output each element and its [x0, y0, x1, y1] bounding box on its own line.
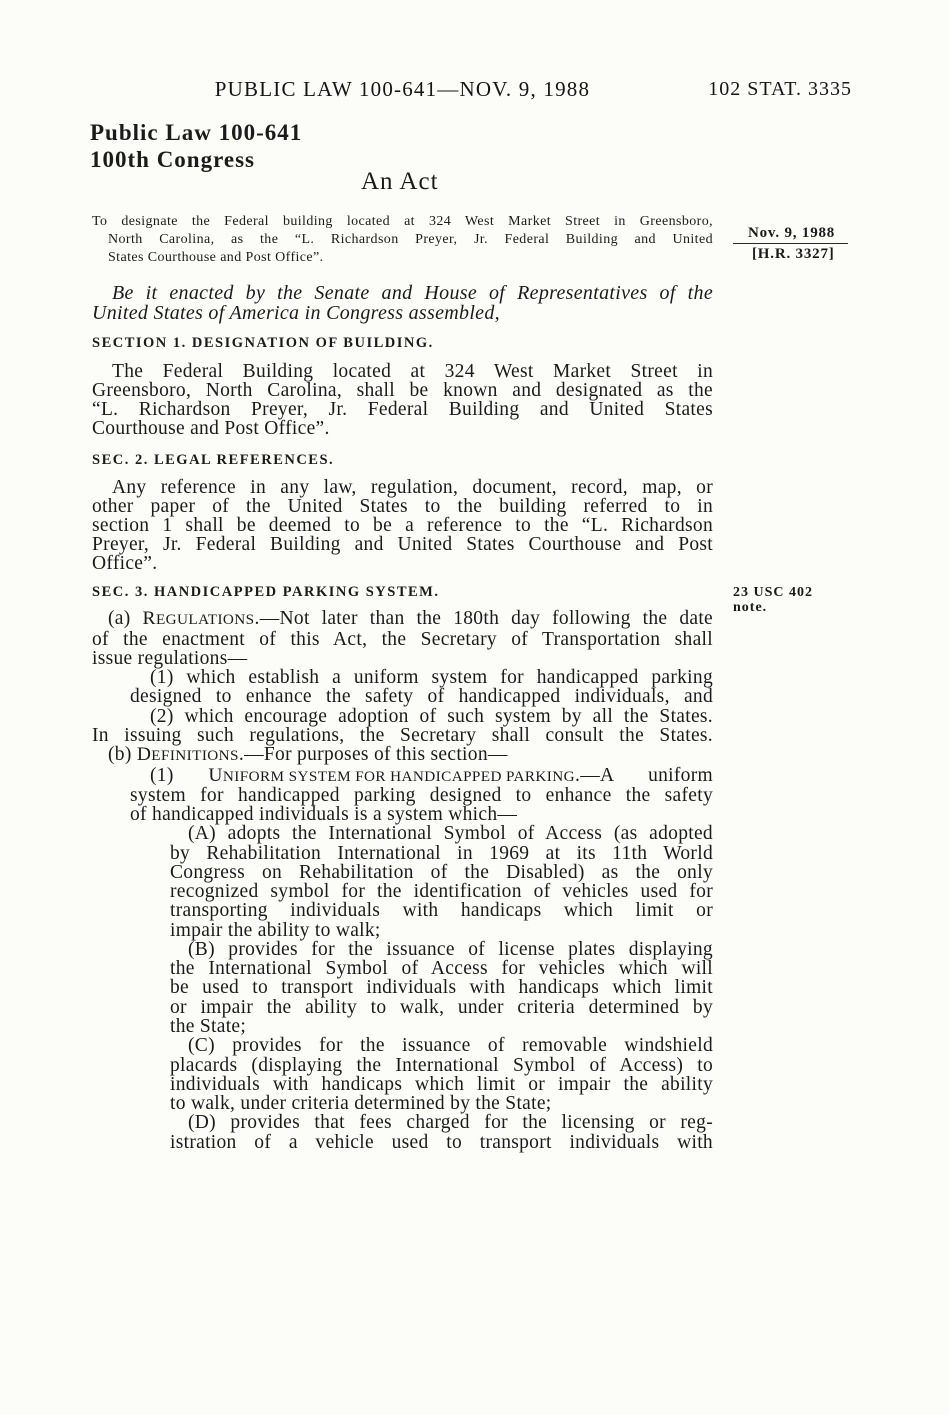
- clause-a-line: transporting individuals with handicaps which limit or: [170, 900, 713, 922]
- act-purpose: [92, 213, 713, 267]
- purpose-line: States Courthouse and Post Office”.: [108, 250, 324, 265]
- section-1-heading: SECTION 1. DESIGNATION OF BUILDING.: [92, 335, 434, 351]
- clause-c-line: individuals with handicaps which limit or impair the ability: [170, 1073, 713, 1095]
- subsection-a-line: of the enactment of this Act, the Secretary of Transportation shall: [92, 628, 713, 650]
- margin-note-rule: [733, 243, 848, 244]
- section-1-line: The Federal Building located at 324 West Market Street in: [112, 360, 713, 382]
- clause-b-line: or impair the ability to walk, under criteria determined by: [170, 996, 713, 1018]
- subsection-b-line: [92, 745, 713, 765]
- subsection-a-text: .—Not later than the 180th day following the date: [254, 608, 714, 630]
- term-regulations: REGULATIONS: [142, 608, 255, 630]
- paragraph-b1-line: of handicapped individuals is a system which—: [130, 804, 518, 826]
- subsection-b-text: .—For purposes of this section—: [238, 744, 508, 766]
- term-uniform-system: UNIFORM SYSTEM FOR HANDICAPPED PARKING: [208, 764, 576, 786]
- paragraph-a1-line: (1) which establish a uniform system for handicapped parking: [150, 667, 713, 689]
- section-1-line: Courthouse and Post Office”.: [92, 417, 330, 439]
- clause-d-line: (D) provides that fees charged for the licensing or reg-: [188, 1112, 713, 1134]
- public-law-number: Public Law 100-641: [90, 120, 303, 145]
- act-title: An Act: [361, 168, 439, 195]
- section-2-heading: SEC. 2. LEGAL REFERENCES.: [92, 452, 335, 468]
- paragraph-a1-line: designed to enhance the safety of handicapped individuals, and: [130, 686, 713, 708]
- section-1-line: Greensboro, North Carolina, shall be known and designated as the: [92, 379, 713, 401]
- section-2-line: other paper of the United States to the building referred to in: [92, 495, 713, 517]
- paragraph-b1-text: .—A uniform: [575, 764, 713, 786]
- enacting-clause-line: United States of America in Congress assembled,: [92, 302, 500, 324]
- section-3-heading: SEC. 3. HANDICAPPED PARKING SYSTEM.: [92, 584, 440, 600]
- clause-b-line: the State;: [170, 1015, 247, 1037]
- enacting-clause: [92, 283, 713, 323]
- clause-a-line: (A) adopts the International Symbol of Access (as adopted: [188, 823, 713, 845]
- section-3-text: [92, 609, 713, 1151]
- clause-a-line: by Rehabilitation International in 1969 at its 11th World: [170, 842, 713, 864]
- clause-b-line: (B) provides for the issuance of license plates displaying: [188, 938, 713, 960]
- enacting-clause-line: Be it enacted by the Senate and House of Representatives of the: [112, 282, 713, 304]
- purpose-line: To designate the Federal building located at 324 West Market Street in Greensboro,: [92, 214, 713, 229]
- clause-a-line: Congress on Rehabilitation of the Disabled) as the only: [170, 861, 713, 883]
- clause-d-line: istration of a vehicle used to transport individuals with: [170, 1131, 713, 1153]
- subsection-a-line: [92, 609, 713, 629]
- section-1-line: “L. Richardson Preyer, Jr. Federal Building and United States: [92, 398, 713, 420]
- section-2-line: section 1 shall be deemed to be a reference to the “L. Richardson: [92, 514, 713, 536]
- usc-reference-note: 23 USC 402: [733, 585, 814, 600]
- congress-label: 100th Congress: [90, 147, 256, 172]
- purpose-line: North Carolina, as the “L. Richardson Preyer, Jr. Federal Building and United: [108, 232, 713, 247]
- term-definitions: DEFINITIONS: [136, 744, 239, 766]
- paragraph-b1-designator: (1): [150, 764, 209, 786]
- clause-b-line: be used to transport individuals with handicaps which limit: [170, 977, 713, 999]
- subsection-a-designator: (a): [108, 608, 143, 630]
- subsection-a-closing-line: In issuing such regulations, the Secretary shall consult the States.: [92, 724, 713, 746]
- paragraph-b1-line: system for handicapped parking designed to enhance the safety: [130, 784, 713, 806]
- clause-b-line: the International Symbol of Access for vehicles which will: [170, 958, 713, 980]
- statutes-page-number: 102 STAT. 3335: [708, 78, 852, 100]
- clause-c-line: to walk, under criteria determined by the State;: [170, 1093, 552, 1115]
- clause-a-line: recognized symbol for the identification of vehicles used for: [170, 881, 713, 903]
- usc-reference-note-suffix: note.: [733, 600, 768, 615]
- bill-number-note: [H.R. 3327]: [752, 246, 835, 262]
- clause-c-line: placards (displaying the International Symbol of Access) to: [170, 1054, 713, 1076]
- subsection-b-designator: (b): [108, 744, 137, 766]
- clause-c-line: (C) provides for the issuance of removable windshield: [188, 1035, 713, 1057]
- subsection-a-line: issue regulations—: [92, 647, 248, 669]
- section-2-text: [92, 478, 713, 573]
- paragraph-a2-line: (2) which encourage adoption of such system by all the States.: [150, 705, 713, 727]
- section-2-line: Office”.: [92, 552, 158, 574]
- section-2-line: Any reference in any law, regulation, document, record, map, or: [112, 476, 713, 498]
- running-title: PUBLIC LAW 100-641—NOV. 9, 1988: [214, 77, 591, 101]
- clause-a-line: impair the ability to walk;: [170, 919, 381, 941]
- enactment-date-note: Nov. 9, 1988: [748, 225, 836, 241]
- section-2-line: Preyer, Jr. Federal Building and United States Courthouse and Post: [92, 533, 713, 555]
- section-1-text: [92, 362, 713, 438]
- paragraph-b1-line: [92, 766, 713, 786]
